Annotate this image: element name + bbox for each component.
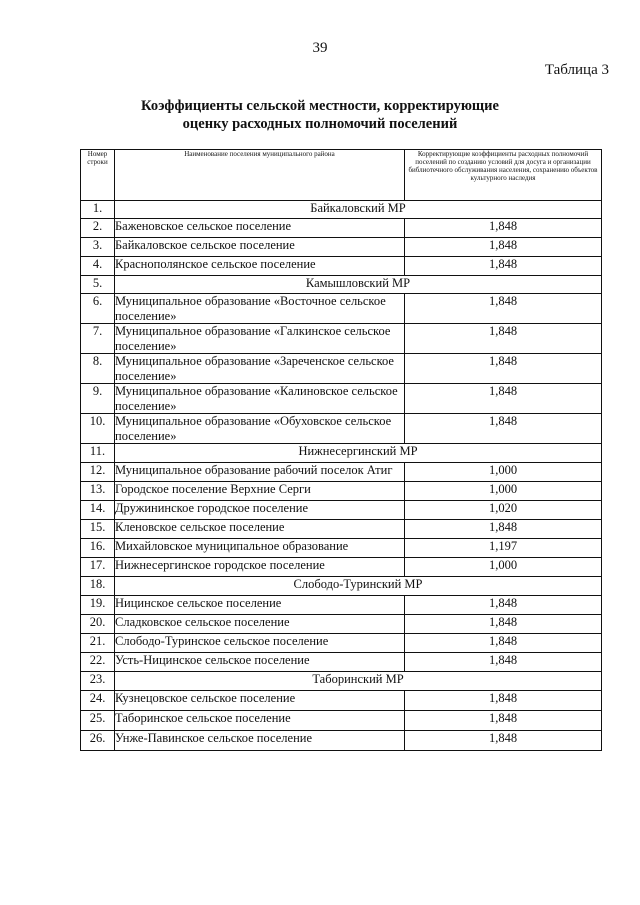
row-number: 16. — [81, 539, 115, 558]
coefficient-value: 1,848 — [405, 691, 602, 711]
table-row — [81, 596, 602, 615]
coefficient-value: 1,848 — [405, 414, 602, 444]
row-number: 26. — [81, 731, 115, 751]
table-row — [81, 711, 602, 731]
table-row — [81, 539, 602, 558]
row-number: 17. — [81, 558, 115, 577]
row-number: 5. — [81, 276, 115, 294]
settlement-name: Муниципальное образование «Обуховское сельское поселение» — [115, 414, 405, 444]
district-name: Слободо-Туринский МР — [115, 577, 602, 596]
row-number: 3. — [81, 238, 115, 257]
settlement-name: Муниципальное образование «Зареченское сельское поселение» — [115, 354, 405, 384]
district-name: Камышловский МР — [115, 276, 602, 294]
row-number: 8. — [81, 354, 115, 384]
row-number: 14. — [81, 501, 115, 520]
row-number: 19. — [81, 596, 115, 615]
page-number: 39 — [312, 40, 328, 56]
header-coefficient: Корректирующие коэффициенты расходных полномочий поселений по созданию условий для досуга и организации библиотечного обслуживания населения, сохранению объектов культурного наследия — [405, 150, 602, 201]
settlement-name: Муниципальное образование «Калиновское сельское поселение» — [115, 384, 405, 414]
settlement-name: Унже-Павинское сельское поселение — [115, 731, 405, 751]
settlement-name: Нижнесергинское городское поселение — [115, 558, 405, 577]
table-row — [81, 354, 602, 384]
row-number: 11. — [81, 444, 115, 463]
settlement-name: Городское поселение Верхние Серги — [115, 482, 405, 501]
table-row — [81, 653, 602, 672]
header-settlement-name: Наименование поселения муниципального района — [115, 150, 405, 201]
row-number: 24. — [81, 691, 115, 711]
table-row — [81, 414, 602, 444]
table-row — [81, 634, 602, 653]
settlement-name: Сладковское сельское поселение — [115, 615, 405, 634]
row-number: 20. — [81, 615, 115, 634]
row-number: 4. — [81, 257, 115, 276]
row-number: 18. — [81, 577, 115, 596]
coefficient-value: 1,848 — [405, 711, 602, 731]
table-row — [81, 501, 602, 520]
row-number: 7. — [81, 324, 115, 354]
row-number: 21. — [81, 634, 115, 653]
coefficient-value: 1,000 — [405, 482, 602, 501]
coefficient-value: 1,020 — [405, 501, 602, 520]
coefficient-value: 1,848 — [405, 238, 602, 257]
title-line-1: Коэффициенты сельской местности, корректирующие — [141, 98, 499, 114]
coefficient-value: 1,848 — [405, 354, 602, 384]
coefficient-value: 1,848 — [405, 324, 602, 354]
settlement-name: Муниципальное образование рабочий поселок Атиг — [115, 463, 405, 482]
settlement-name: Краснополянское сельское поселение — [115, 257, 405, 276]
title-line-2: оценку расходных полномочий поселений — [182, 116, 458, 132]
row-number: 13. — [81, 482, 115, 501]
settlement-name: Таборинское сельское поселение — [115, 711, 405, 731]
row-number: 9. — [81, 384, 115, 414]
row-number: 2. — [81, 219, 115, 238]
district-row — [81, 276, 602, 294]
settlement-name: Михайловское муниципальное образование — [115, 539, 405, 558]
table-row — [81, 615, 602, 634]
table-row — [81, 219, 602, 238]
settlement-name: Муниципальное образование «Галкинское сельское поселение» — [115, 324, 405, 354]
row-number: 15. — [81, 520, 115, 539]
table-header-row — [81, 150, 602, 201]
district-row — [81, 672, 602, 691]
coefficient-value: 1,848 — [405, 384, 602, 414]
table-row — [81, 294, 602, 324]
table-row — [81, 238, 602, 257]
district-name: Таборинский МР — [115, 672, 602, 691]
coefficient-value: 1,197 — [405, 539, 602, 558]
settlement-name: Муниципальное образование «Восточное сельское поселение» — [115, 294, 405, 324]
row-number: 10. — [81, 414, 115, 444]
row-number: 25. — [81, 711, 115, 731]
settlement-name: Ницинское сельское поселение — [115, 596, 405, 615]
coefficient-value: 1,848 — [405, 731, 602, 751]
table-row — [81, 324, 602, 354]
table-row — [81, 558, 602, 577]
settlement-name: Баженовское сельское поселение — [115, 219, 405, 238]
table-row — [81, 257, 602, 276]
settlement-name: Кленовское сельское поселение — [115, 520, 405, 539]
coefficient-value: 1,848 — [405, 219, 602, 238]
district-row — [81, 577, 602, 596]
coefficient-value: 1,000 — [405, 558, 602, 577]
table-row — [81, 691, 602, 711]
coefficient-value: 1,848 — [405, 257, 602, 276]
settlement-name: Усть-Ницинское сельское поселение — [115, 653, 405, 672]
row-number: 12. — [81, 463, 115, 482]
coefficient-value: 1,848 — [405, 634, 602, 653]
row-number: 23. — [81, 672, 115, 691]
district-row — [81, 201, 602, 219]
table-row — [81, 731, 602, 751]
settlement-name: Байкаловское сельское поселение — [115, 238, 405, 257]
coefficient-value: 1,848 — [405, 615, 602, 634]
settlement-name: Слободо-Туринское сельское поселение — [115, 634, 405, 653]
settlement-name: Дружининское городское поселение — [115, 501, 405, 520]
coefficient-value: 1,000 — [405, 463, 602, 482]
table-body — [81, 150, 602, 751]
table-row — [81, 384, 602, 414]
settlement-name: Кузнецовское сельское поселение — [115, 691, 405, 711]
header-row-number: Номер строки — [81, 150, 115, 201]
table-row — [81, 482, 602, 501]
table-row — [81, 520, 602, 539]
coefficient-value: 1,848 — [405, 653, 602, 672]
district-name: Нижнесергинский МР — [115, 444, 602, 463]
row-number: 1. — [81, 201, 115, 219]
table-label: Таблица 3 — [544, 62, 609, 78]
district-name: Байкаловский МР — [115, 201, 602, 219]
row-number: 22. — [81, 653, 115, 672]
document-title — [60, 97, 580, 133]
row-number: 6. — [81, 294, 115, 324]
table-row — [81, 463, 602, 482]
coefficient-value: 1,848 — [405, 596, 602, 615]
coefficient-value: 1,848 — [405, 294, 602, 324]
coefficients-table — [80, 149, 602, 751]
district-row — [81, 444, 602, 463]
coefficient-value: 1,848 — [405, 520, 602, 539]
